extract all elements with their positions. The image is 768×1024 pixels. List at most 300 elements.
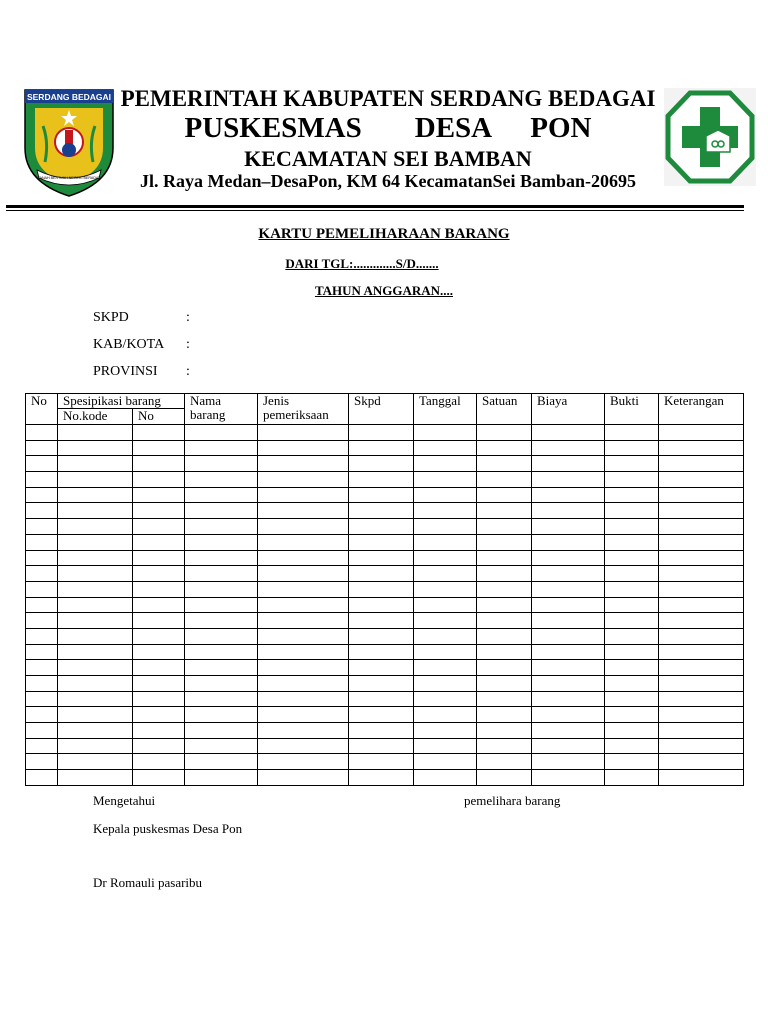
table-cell bbox=[26, 456, 58, 472]
table-cell bbox=[532, 770, 605, 786]
table-cell bbox=[133, 440, 185, 456]
table-cell bbox=[414, 738, 477, 754]
table-cell bbox=[659, 550, 744, 566]
table-cell bbox=[414, 613, 477, 629]
table-cell bbox=[58, 691, 133, 707]
table-cell bbox=[133, 503, 185, 519]
table-cell bbox=[477, 613, 532, 629]
table-cell bbox=[349, 472, 414, 488]
table-cell bbox=[58, 487, 133, 503]
col-header-proof: Bukti bbox=[605, 394, 659, 425]
table-cell bbox=[349, 644, 414, 660]
table-cell bbox=[532, 676, 605, 692]
table-cell bbox=[605, 691, 659, 707]
col-header-skpd: Skpd bbox=[349, 394, 414, 425]
table-cell bbox=[414, 628, 477, 644]
table-cell bbox=[477, 487, 532, 503]
table-row bbox=[26, 628, 744, 644]
table-cell bbox=[414, 425, 477, 441]
table-row bbox=[26, 581, 744, 597]
table-cell bbox=[349, 503, 414, 519]
table-cell bbox=[349, 691, 414, 707]
table-cell bbox=[532, 581, 605, 597]
table-cell bbox=[58, 456, 133, 472]
table-body bbox=[26, 425, 744, 786]
maintainer-label: pemelihara barang bbox=[464, 793, 561, 808]
table-cell bbox=[605, 738, 659, 754]
table-cell bbox=[258, 440, 349, 456]
table-cell bbox=[477, 519, 532, 535]
table-cell bbox=[349, 566, 414, 582]
table-cell bbox=[26, 550, 58, 566]
table-cell bbox=[605, 472, 659, 488]
col-header-unit: Satuan bbox=[477, 394, 532, 425]
table-cell bbox=[349, 519, 414, 535]
table-cell bbox=[349, 581, 414, 597]
table-cell bbox=[659, 754, 744, 770]
table-cell bbox=[26, 440, 58, 456]
col-header-spec-no: No bbox=[133, 409, 185, 425]
table-cell bbox=[58, 770, 133, 786]
table-cell bbox=[605, 550, 659, 566]
table-row bbox=[26, 550, 744, 566]
table-cell bbox=[605, 519, 659, 535]
district-heading: KECAMATAN SEI BAMBAN bbox=[244, 146, 532, 171]
table-cell bbox=[349, 425, 414, 441]
table-cell bbox=[605, 723, 659, 739]
table-cell bbox=[605, 676, 659, 692]
table-cell bbox=[532, 519, 605, 535]
table-cell bbox=[258, 566, 349, 582]
table-cell bbox=[58, 519, 133, 535]
table-cell bbox=[26, 503, 58, 519]
table-cell bbox=[258, 754, 349, 770]
table-cell bbox=[659, 644, 744, 660]
table-cell bbox=[349, 550, 414, 566]
table-cell bbox=[349, 613, 414, 629]
table-row bbox=[26, 723, 744, 739]
table-cell bbox=[258, 628, 349, 644]
table-cell bbox=[258, 707, 349, 723]
table-cell bbox=[414, 534, 477, 550]
table-cell bbox=[659, 566, 744, 582]
table-cell bbox=[349, 707, 414, 723]
col-header-date: Tanggal bbox=[414, 394, 477, 425]
table-cell bbox=[414, 503, 477, 519]
table-cell bbox=[605, 503, 659, 519]
serdang-bedagai-crest-icon bbox=[21, 86, 117, 198]
table-cell bbox=[532, 425, 605, 441]
table-cell bbox=[414, 644, 477, 660]
table-cell bbox=[258, 425, 349, 441]
table-cell bbox=[532, 613, 605, 629]
table-cell bbox=[26, 597, 58, 613]
table-cell bbox=[414, 456, 477, 472]
table-cell bbox=[58, 660, 133, 676]
table-cell bbox=[58, 723, 133, 739]
table-cell bbox=[349, 660, 414, 676]
table-row bbox=[26, 770, 744, 786]
table-cell bbox=[532, 472, 605, 488]
table-cell bbox=[133, 472, 185, 488]
table-cell bbox=[133, 707, 185, 723]
address-line: Jl. Raya Medan–DesaPon, KM 64 KecamatanSei Bamban-20695 bbox=[140, 171, 636, 191]
table-cell bbox=[414, 597, 477, 613]
table-cell bbox=[58, 707, 133, 723]
table-cell bbox=[258, 456, 349, 472]
table-cell bbox=[185, 440, 258, 456]
table-cell bbox=[133, 628, 185, 644]
table-cell bbox=[659, 738, 744, 754]
table-cell bbox=[659, 628, 744, 644]
table-cell bbox=[258, 613, 349, 629]
document-title: KARTU PEMELIHARAAN BARANG bbox=[258, 226, 510, 242]
table-cell bbox=[477, 597, 532, 613]
table-cell bbox=[26, 723, 58, 739]
table-cell bbox=[58, 597, 133, 613]
table-cell bbox=[659, 613, 744, 629]
table-cell bbox=[185, 613, 258, 629]
table-cell bbox=[258, 550, 349, 566]
table-cell bbox=[26, 566, 58, 582]
table-cell bbox=[349, 738, 414, 754]
table-cell bbox=[185, 550, 258, 566]
table-cell bbox=[414, 707, 477, 723]
date-range-line: DARI TGL:.............S/D....... bbox=[285, 256, 439, 271]
table-cell bbox=[58, 440, 133, 456]
table-cell bbox=[185, 534, 258, 550]
table-cell bbox=[26, 770, 58, 786]
table-cell bbox=[58, 472, 133, 488]
table-cell bbox=[605, 754, 659, 770]
table-cell bbox=[133, 660, 185, 676]
table-cell bbox=[477, 472, 532, 488]
table-cell bbox=[185, 628, 258, 644]
table-cell bbox=[26, 487, 58, 503]
table-cell bbox=[414, 660, 477, 676]
table-row bbox=[26, 472, 744, 488]
table-cell bbox=[26, 581, 58, 597]
table-cell bbox=[414, 440, 477, 456]
table-cell bbox=[349, 628, 414, 644]
table-cell bbox=[605, 456, 659, 472]
table-cell bbox=[258, 472, 349, 488]
table-cell bbox=[659, 660, 744, 676]
table-cell bbox=[133, 597, 185, 613]
table-cell bbox=[414, 770, 477, 786]
table-cell bbox=[605, 487, 659, 503]
table-cell bbox=[659, 676, 744, 692]
table-cell bbox=[58, 550, 133, 566]
table-cell bbox=[26, 738, 58, 754]
col-header-no: No bbox=[26, 394, 58, 425]
table-row bbox=[26, 754, 744, 770]
table-cell bbox=[258, 723, 349, 739]
table-cell bbox=[414, 519, 477, 535]
table-cell bbox=[349, 534, 414, 550]
table-cell bbox=[477, 566, 532, 582]
table-row bbox=[26, 456, 744, 472]
table-cell bbox=[26, 519, 58, 535]
maintenance-table bbox=[25, 393, 744, 786]
table-cell bbox=[58, 581, 133, 597]
table-cell bbox=[605, 660, 659, 676]
table-cell bbox=[477, 738, 532, 754]
table-cell bbox=[26, 613, 58, 629]
table-cell bbox=[659, 503, 744, 519]
puskesmas-cross-icon bbox=[664, 88, 756, 186]
table-cell bbox=[605, 566, 659, 582]
table-cell bbox=[414, 566, 477, 582]
table-cell bbox=[58, 425, 133, 441]
table-cell bbox=[133, 519, 185, 535]
table-cell bbox=[477, 628, 532, 644]
table-cell bbox=[477, 425, 532, 441]
table-cell bbox=[532, 707, 605, 723]
table-cell bbox=[185, 503, 258, 519]
table-cell bbox=[185, 487, 258, 503]
table-cell bbox=[477, 440, 532, 456]
table-cell bbox=[258, 503, 349, 519]
table-cell bbox=[532, 660, 605, 676]
table-cell bbox=[477, 503, 532, 519]
table-cell bbox=[414, 550, 477, 566]
table-cell bbox=[26, 691, 58, 707]
table-cell bbox=[185, 472, 258, 488]
table-cell bbox=[414, 472, 477, 488]
table-cell bbox=[532, 628, 605, 644]
table-cell bbox=[532, 456, 605, 472]
table-cell bbox=[258, 487, 349, 503]
table-cell bbox=[414, 691, 477, 707]
table-cell bbox=[659, 691, 744, 707]
table-cell bbox=[133, 613, 185, 629]
table-cell bbox=[477, 691, 532, 707]
table-row bbox=[26, 534, 744, 550]
table-cell bbox=[26, 660, 58, 676]
table-cell bbox=[605, 644, 659, 660]
table-cell bbox=[349, 770, 414, 786]
table-cell bbox=[133, 644, 185, 660]
table-cell bbox=[349, 440, 414, 456]
table-cell bbox=[258, 644, 349, 660]
col-header-cost: Biaya bbox=[532, 394, 605, 425]
table-cell bbox=[349, 723, 414, 739]
table-cell bbox=[133, 534, 185, 550]
table-cell bbox=[185, 581, 258, 597]
table-cell bbox=[532, 691, 605, 707]
table-cell bbox=[133, 676, 185, 692]
table-cell bbox=[414, 581, 477, 597]
table-cell bbox=[26, 754, 58, 770]
table-cell bbox=[349, 754, 414, 770]
table-cell bbox=[58, 613, 133, 629]
table-cell bbox=[185, 676, 258, 692]
table-cell bbox=[185, 519, 258, 535]
table-cell bbox=[258, 676, 349, 692]
table-row bbox=[26, 691, 744, 707]
table-cell bbox=[185, 456, 258, 472]
table-cell bbox=[605, 628, 659, 644]
table-cell bbox=[133, 770, 185, 786]
institution-heading: PUSKESMAS DESA PON bbox=[184, 112, 592, 144]
table-cell bbox=[258, 581, 349, 597]
head-name: Dr Romauli pasaribu bbox=[93, 875, 203, 890]
table-cell bbox=[659, 425, 744, 441]
table-cell bbox=[605, 425, 659, 441]
header-divider-thick bbox=[6, 205, 744, 208]
table-cell bbox=[58, 754, 133, 770]
field-skpd: SKPD : bbox=[93, 310, 190, 325]
table-cell bbox=[605, 581, 659, 597]
table-cell bbox=[659, 581, 744, 597]
table-cell bbox=[659, 456, 744, 472]
table-cell bbox=[185, 738, 258, 754]
table-cell bbox=[185, 723, 258, 739]
header-divider-thin bbox=[6, 210, 744, 211]
col-header-spec-code: No.kode bbox=[58, 409, 133, 425]
table-cell bbox=[26, 534, 58, 550]
table-cell bbox=[532, 644, 605, 660]
table-cell bbox=[58, 738, 133, 754]
table-cell bbox=[258, 770, 349, 786]
table-row bbox=[26, 707, 744, 723]
table-cell bbox=[414, 676, 477, 692]
table-cell bbox=[659, 487, 744, 503]
table-cell bbox=[185, 691, 258, 707]
table-cell bbox=[532, 723, 605, 739]
field-provinsi: PROVINSI : bbox=[93, 364, 190, 379]
table-cell bbox=[26, 644, 58, 660]
table-cell bbox=[133, 550, 185, 566]
table-cell bbox=[605, 707, 659, 723]
table-cell bbox=[414, 723, 477, 739]
table-cell bbox=[532, 566, 605, 582]
table-cell bbox=[26, 676, 58, 692]
table-cell bbox=[414, 754, 477, 770]
table-cell bbox=[532, 487, 605, 503]
table-cell bbox=[258, 738, 349, 754]
table-cell bbox=[26, 472, 58, 488]
table-row bbox=[26, 440, 744, 456]
table-cell bbox=[349, 487, 414, 503]
table-cell bbox=[477, 550, 532, 566]
table-cell bbox=[659, 519, 744, 535]
table-row bbox=[26, 425, 744, 441]
table-cell bbox=[477, 723, 532, 739]
table-cell bbox=[185, 597, 258, 613]
table-cell bbox=[133, 738, 185, 754]
table-cell bbox=[26, 628, 58, 644]
table-row bbox=[26, 503, 744, 519]
table-cell bbox=[185, 644, 258, 660]
table-cell bbox=[659, 723, 744, 739]
table-cell bbox=[477, 660, 532, 676]
table-cell bbox=[58, 503, 133, 519]
table-cell bbox=[185, 425, 258, 441]
table-cell bbox=[133, 566, 185, 582]
table-cell bbox=[532, 503, 605, 519]
table-row bbox=[26, 519, 744, 535]
crest-banner-text: SERDANG BEDAGAI bbox=[26, 92, 112, 102]
table-cell bbox=[605, 440, 659, 456]
table-cell bbox=[185, 660, 258, 676]
table-cell bbox=[258, 519, 349, 535]
table-cell bbox=[477, 770, 532, 786]
table-cell bbox=[605, 613, 659, 629]
crest-ribbon-text: TANAH BERTUAH NEGERI BERADAT bbox=[37, 176, 101, 180]
government-heading: PEMERINTAH KABUPATEN SERDANG BEDAGAI bbox=[120, 86, 656, 111]
table-cell bbox=[477, 754, 532, 770]
table-cell bbox=[58, 644, 133, 660]
col-header-remarks: Keterangan bbox=[659, 394, 744, 425]
table-row bbox=[26, 566, 744, 582]
table-cell bbox=[133, 723, 185, 739]
table-cell bbox=[477, 644, 532, 660]
col-header-exam-type: Jenis pemeriksaan bbox=[258, 394, 349, 425]
field-kab-kota: KAB/KOTA : bbox=[93, 337, 190, 352]
table-cell bbox=[477, 581, 532, 597]
table-cell bbox=[532, 597, 605, 613]
table-row bbox=[26, 644, 744, 660]
table-cell bbox=[532, 738, 605, 754]
table-cell bbox=[532, 534, 605, 550]
table-row bbox=[26, 676, 744, 692]
table-cell bbox=[659, 440, 744, 456]
table-cell bbox=[26, 425, 58, 441]
table-cell bbox=[258, 597, 349, 613]
table-cell bbox=[532, 550, 605, 566]
table-cell bbox=[349, 597, 414, 613]
table-row bbox=[26, 738, 744, 754]
table-cell bbox=[477, 534, 532, 550]
table-cell bbox=[659, 770, 744, 786]
table-cell bbox=[185, 566, 258, 582]
table-cell bbox=[477, 456, 532, 472]
col-header-item-name: Nama barang bbox=[185, 394, 258, 425]
table-cell bbox=[659, 534, 744, 550]
table-cell bbox=[58, 566, 133, 582]
table-cell bbox=[133, 691, 185, 707]
table-cell bbox=[133, 456, 185, 472]
table-row bbox=[26, 613, 744, 629]
table-row bbox=[26, 597, 744, 613]
table-cell bbox=[349, 456, 414, 472]
head-title: Kepala puskesmas Desa Pon bbox=[93, 821, 243, 836]
fiscal-year-line: TAHUN ANGGARAN.... bbox=[314, 283, 454, 298]
table-cell bbox=[185, 754, 258, 770]
table-cell bbox=[133, 487, 185, 503]
table-cell bbox=[26, 707, 58, 723]
table-cell bbox=[58, 628, 133, 644]
table-cell bbox=[414, 487, 477, 503]
table-cell bbox=[532, 754, 605, 770]
table-cell bbox=[185, 770, 258, 786]
table-cell bbox=[659, 707, 744, 723]
acknowledged-label: Mengetahui bbox=[93, 793, 156, 808]
table-cell bbox=[185, 707, 258, 723]
col-header-spec: Spesipikasi barang bbox=[58, 394, 185, 409]
table-cell bbox=[133, 581, 185, 597]
table-cell bbox=[133, 425, 185, 441]
table-cell bbox=[58, 676, 133, 692]
table-cell bbox=[349, 676, 414, 692]
table-cell bbox=[532, 440, 605, 456]
table-cell bbox=[605, 534, 659, 550]
table-row bbox=[26, 660, 744, 676]
table-cell bbox=[258, 534, 349, 550]
table-cell bbox=[605, 770, 659, 786]
